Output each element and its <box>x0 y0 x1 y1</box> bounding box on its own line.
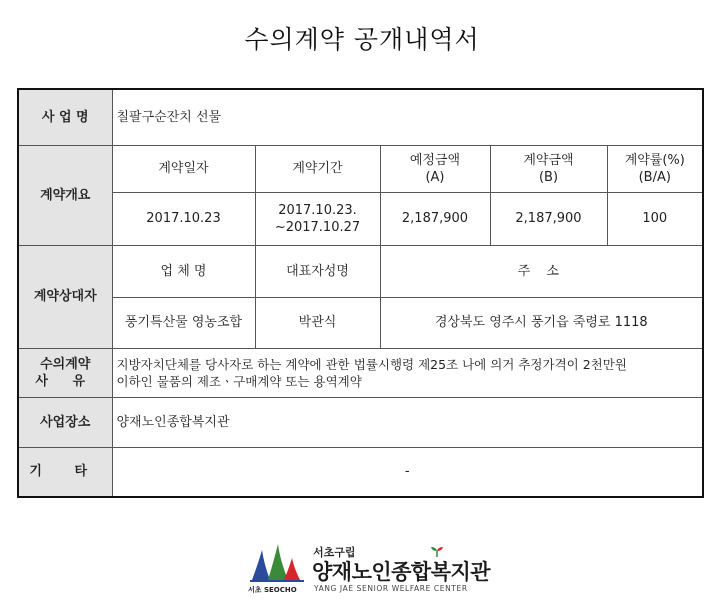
value-contract-rate: 100 <box>607 192 703 245</box>
label-reason-line2: 사 유 <box>35 373 96 389</box>
header-contract-amount <box>490 145 607 192</box>
header-contract-amount-line2: (B) <box>538 169 559 185</box>
label-location: 사업장소 <box>18 397 112 447</box>
header-contract-date: 계약일자 <box>112 145 255 192</box>
header-estimated-amount-line2: (A) <box>425 169 445 185</box>
contract-disclosure-table <box>17 88 704 498</box>
district-label: 서초 SEOCHO <box>248 586 297 594</box>
row-contractor-values <box>18 297 703 348</box>
row-project-name <box>18 89 703 145</box>
label-project-name: 사 업 명 <box>18 89 112 145</box>
row-contractor-headers <box>18 245 703 297</box>
label-reason-line1: 수의계약 <box>40 356 91 372</box>
header-contract-rate-line1: 계약률(%) <box>624 152 685 168</box>
header-estimated-amount-line1: 예정금액 <box>409 152 461 168</box>
row-reason <box>18 348 703 397</box>
value-reason <box>112 348 703 397</box>
row-location <box>18 397 703 447</box>
org-prefix: 서초구립 <box>313 546 356 559</box>
value-reason-line2: 이하인 물품의 제조ㆍ구매계약 또는 용역계약 <box>116 373 362 389</box>
value-contract-period-line1: 2017.10.23. <box>278 202 357 218</box>
value-representative: 박관식 <box>255 297 380 348</box>
value-location: 양재노인종합복지관 <box>112 397 703 447</box>
value-address: 경상북도 영주시 풍기읍 죽령로 1118 <box>380 297 703 348</box>
value-reason-line1: 지방자치단체를 당사자로 하는 계약에 관한 법률시행령 제25조 나에 의거 추정가격이 2천만원 <box>116 356 627 372</box>
row-etc <box>18 447 703 497</box>
welfare-center-emblem-icon <box>248 540 308 586</box>
row-overview-headers <box>18 145 703 192</box>
label-contractor: 계약상대자 <box>18 245 112 348</box>
header-company-name: 업 체 명 <box>112 245 255 297</box>
header-contract-rate <box>607 145 703 192</box>
value-contract-period-line2: ~2017.10.27 <box>274 219 361 235</box>
value-contract-date: 2017.10.23 <box>112 192 255 245</box>
label-contract-overview: 계약개요 <box>18 145 112 245</box>
value-contract-amount: 2,187,900 <box>490 192 607 245</box>
value-contract-period <box>255 192 380 245</box>
org-english-name: YANG JAE SENIOR WELFARE CENTER <box>314 584 468 593</box>
header-representative: 대표자성명 <box>255 245 380 297</box>
row-overview-values <box>18 192 703 245</box>
document-title: 수의계약 공개내역서 <box>244 25 480 54</box>
header-contract-amount-line1: 계약금액 <box>523 152 574 168</box>
label-reason <box>18 348 112 397</box>
header-estimated-amount <box>380 145 490 192</box>
org-name: 양재노인종합복지관 <box>312 560 491 584</box>
footer-logo <box>248 540 491 600</box>
header-address: 주 소 <box>380 245 703 297</box>
header-contract-rate-line2: (B/A) <box>638 169 671 185</box>
value-project-name: 칠팔구순잔치 선물 <box>112 89 703 145</box>
value-estimated-amount: 2,187,900 <box>380 192 490 245</box>
value-etc: - <box>112 447 703 497</box>
value-company-name: 풍기특산물 영농조합 <box>112 297 255 348</box>
header-contract-period: 계약기간 <box>255 145 380 192</box>
label-etc: 기 타 <box>18 447 112 497</box>
